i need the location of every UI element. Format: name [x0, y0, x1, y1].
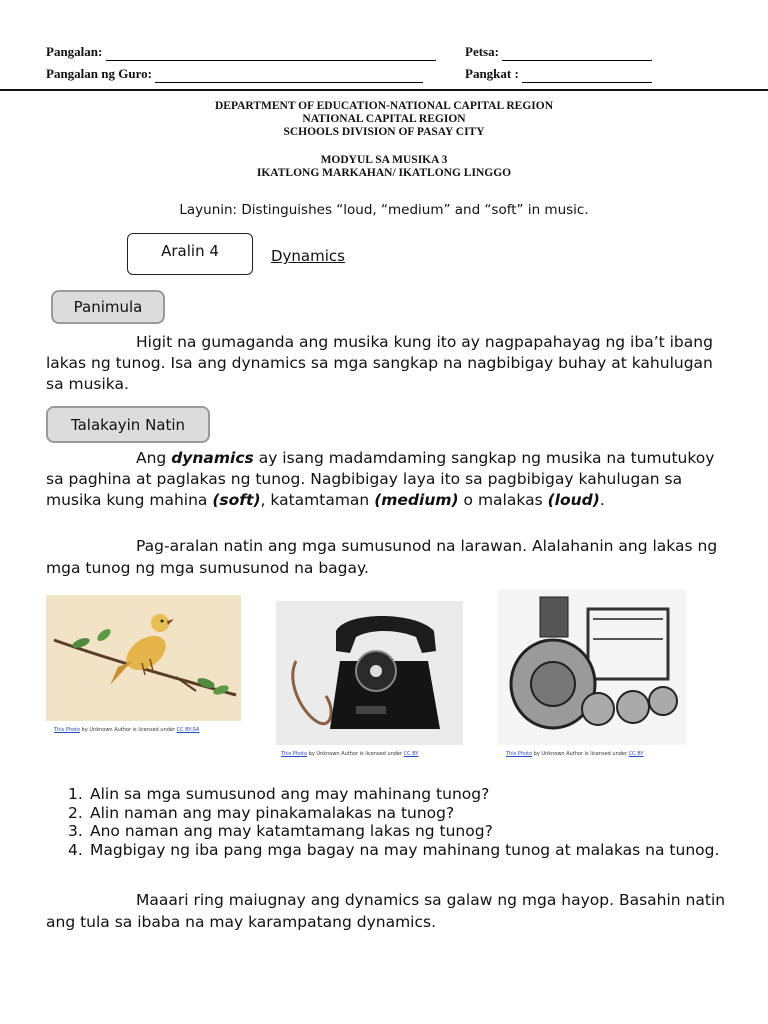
list-item — [68, 785, 728, 804]
question-number: 4. — [68, 840, 83, 859]
term-dynamics: dynamics — [171, 449, 254, 467]
credit-text: by Unknown Author is licensed under — [532, 751, 629, 757]
panimula-label: Panimula — [73, 298, 143, 316]
question-number: 3. — [68, 822, 83, 840]
date-label: Petsa: — [465, 44, 499, 59]
name-label: Pangalan: — [46, 44, 103, 59]
section-label: Pangkat : — [465, 66, 519, 81]
quarter-title: IKATLONG MARKAHAN/ IKATLONG LINGGO — [256, 167, 512, 179]
telephone-credit — [281, 751, 418, 757]
bird-license-link[interactable]: CC BY-SA — [176, 727, 200, 733]
name-line — [106, 44, 436, 61]
list-item — [68, 804, 728, 823]
credit-text: by Unknown Author is licensed under — [80, 727, 177, 733]
questions-list — [68, 785, 728, 859]
panimula-text — [46, 332, 726, 395]
talakayin-label: Talakayin Natin — [70, 415, 186, 434]
module-title: MODYUL SA MUSIKA 3 — [320, 154, 448, 166]
date-line — [502, 44, 652, 61]
teacher-label: Pangalan ng Guro: — [46, 66, 152, 81]
train-image — [498, 589, 686, 745]
text-run: , katamtaman — [260, 491, 375, 509]
question-number: 1. — [68, 785, 83, 803]
train-credit-link[interactable]: This Photo — [506, 751, 533, 757]
section-field — [465, 66, 652, 83]
text-run: Pag-aralan natin ang mga sumusunod na larawan. Alalahanin ang lakas ng mga tunog ng mga sumusunod na bagay. — [46, 537, 718, 577]
list-item — [68, 822, 728, 841]
talakayin-paragraph-1 — [46, 448, 726, 511]
division-title: SCHOOLS DIVISION OF PASAY CITY — [283, 126, 485, 138]
list-item — [68, 841, 728, 860]
bird-credit — [54, 727, 199, 733]
name-field — [46, 44, 436, 61]
question-text: Ano naman ang may katamtamang lakas ng tunog? — [90, 822, 493, 840]
question-number: 2. — [68, 803, 83, 822]
train-credit — [506, 751, 643, 757]
objective: Layunin: Distinguishes “loud, “medium” and “soft” in music. — [179, 202, 589, 218]
telephone-image — [276, 601, 463, 745]
text-run: o malakas — [458, 491, 548, 509]
teacher-line — [155, 66, 423, 83]
date-field — [465, 44, 652, 61]
text-run: Maaari ring maiugnay ang dynamics sa galaw ng mga hayop. Basahin natin ang tula sa ibaba na may karampatang dynamics. — [46, 891, 726, 931]
question-text: Alin sa mga sumusunod ang may mahinang tunog? — [90, 785, 490, 803]
header-divider — [0, 89, 768, 91]
panimula-heading — [51, 290, 165, 324]
bird-image — [46, 595, 241, 721]
telephone-credit-link[interactable]: This Photo — [281, 751, 308, 757]
train-license-link[interactable]: CC BY — [628, 751, 644, 757]
telephone-illustration — [276, 601, 463, 745]
panimula-paragraph: Higit na gumaganda ang musika kung ito ay nagpapahayag ng iba’t ibang lakas ng tunog. Isa ang dynamics sa mga sangkap na nagbibigay buhay at kahulugan sa musika. — [46, 333, 713, 393]
talakayin-heading — [46, 406, 210, 443]
question-text: Alin naman ang may pinakamalakas na tunog? — [90, 803, 455, 822]
talakayin-paragraph-2 — [46, 535, 726, 579]
term-loud: (loud) — [547, 491, 600, 509]
term-soft: (soft) — [212, 491, 261, 509]
dept-title: DEPARTMENT OF EDUCATION-NATIONAL CAPITAL REGION — [214, 100, 554, 112]
question-text: Magbigay ng iba pang mga bagay na may mahinang tunog at malakas na tunog. — [90, 840, 720, 859]
closing-paragraph — [46, 889, 726, 933]
term-medium: (medium) — [374, 491, 459, 509]
text-run: ay isang madamdaming sangkap ng musika na tumutukoy sa paghina at paglakas ng tunog. Nagbibigay laya ito sa pagbibigay kahulugan sa musika kung mahina — [46, 449, 715, 509]
telephone-license-link[interactable]: CC BY — [403, 751, 419, 757]
text-run: . — [599, 491, 605, 509]
lesson-topic: Dynamics — [271, 247, 345, 265]
teacher-field — [46, 66, 423, 83]
section-line — [522, 66, 652, 83]
lesson-label: Aralin 4 — [161, 242, 219, 260]
bird-illustration — [46, 595, 241, 721]
bird-credit-link[interactable]: This Photo — [54, 727, 81, 733]
text-run: Ang — [136, 449, 172, 467]
region-title: NATIONAL CAPITAL REGION — [302, 113, 466, 125]
credit-text: by Unknown Author is licensed under — [307, 751, 404, 757]
lesson-box — [127, 233, 253, 275]
train-illustration — [498, 589, 686, 745]
